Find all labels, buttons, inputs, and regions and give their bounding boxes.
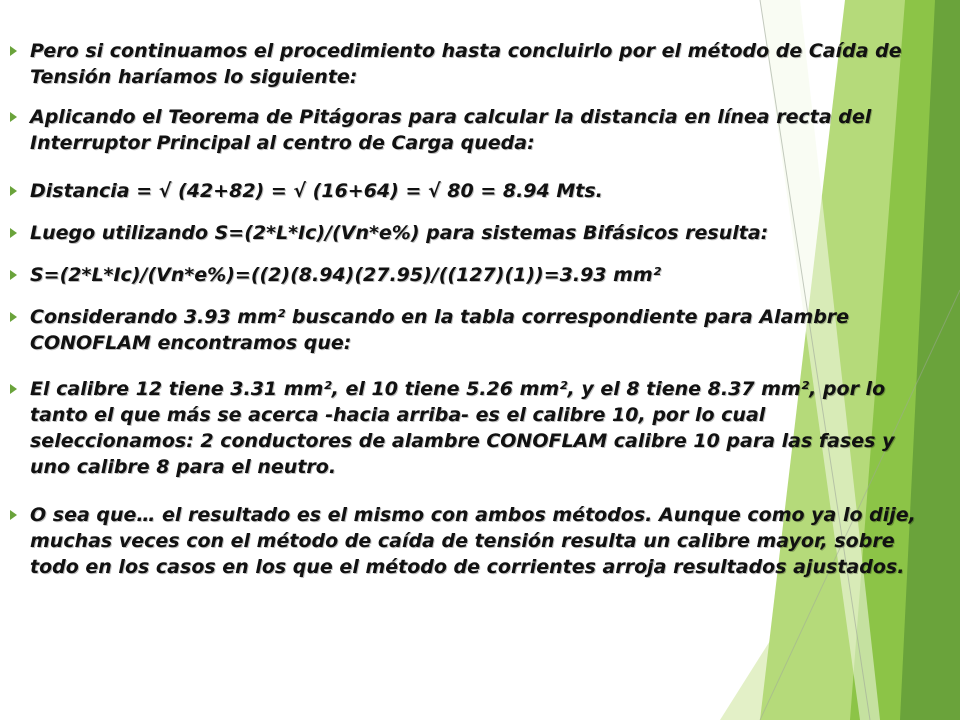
paragraph-text: Considerando 3.93 mm² buscando en la tabla correspondiente para Alambre CONOFLAM encontramos que: bbox=[30, 306, 850, 354]
green-triangle-bullet-icon bbox=[10, 228, 17, 238]
paragraph-formula-result bbox=[10, 262, 920, 288]
paragraph-conclusion bbox=[10, 502, 920, 580]
paragraph-distance bbox=[10, 178, 920, 204]
paragraph-text: El calibre 12 tiene 3.31 mm², el 10 tiene 5.26 mm², y el 8 tiene 8.37 mm², por lo tanto el que más se acerca -hacia arriba- es el calibre 10, por lo cual seleccionamos: 2 conductores de alambre CONOFLAM calibre 10 para las fases y uno calibre 8 para el neutro. bbox=[30, 378, 895, 478]
slide-content bbox=[0, 30, 960, 690]
paragraph-gauge-selection bbox=[10, 376, 920, 480]
paragraph-pythagoras bbox=[10, 104, 920, 156]
green-triangle-bullet-icon bbox=[10, 112, 17, 122]
green-triangle-bullet-icon bbox=[10, 270, 17, 280]
paragraph-text: Luego utilizando S=(2*L*Ic)/(Vn*e%) para sistemas Bifásicos resulta: bbox=[30, 222, 769, 244]
green-triangle-bullet-icon bbox=[10, 312, 17, 322]
paragraph-table-lookup bbox=[10, 304, 920, 356]
paragraph-text: Aplicando el Teorema de Pitágoras para calcular la distancia en línea recta del Interruptor Principal al centro de Carga queda: bbox=[30, 106, 872, 154]
green-triangle-bullet-icon bbox=[10, 46, 17, 56]
paragraph-text: Distancia = √ (42+82) = √ (16+64) = √ 80 = 8.94 Mts. bbox=[30, 180, 603, 202]
green-triangle-bullet-icon bbox=[10, 384, 17, 394]
paragraph-text: O sea que… el resultado es el mismo con ambos métodos. Aunque como ya lo dije, muchas veces con el método de caída de tensión resulta un calibre mayor, sobre todo en los casos en los que el método de corrientes arroja resultados ajustados. bbox=[30, 504, 916, 578]
green-triangle-bullet-icon bbox=[10, 186, 17, 196]
paragraph-formula-intro bbox=[10, 220, 920, 246]
paragraph-intro bbox=[10, 38, 920, 90]
paragraph-text: S=(2*L*Ic)/(Vn*e%)=((2)(8.94)(27.95)/((127)(1))=3.93 mm² bbox=[30, 264, 662, 286]
paragraph-text: Pero si continuamos el procedimiento hasta concluirlo por el método de Caída de Tensión haríamos lo siguiente: bbox=[30, 40, 902, 88]
green-triangle-bullet-icon bbox=[10, 510, 17, 520]
